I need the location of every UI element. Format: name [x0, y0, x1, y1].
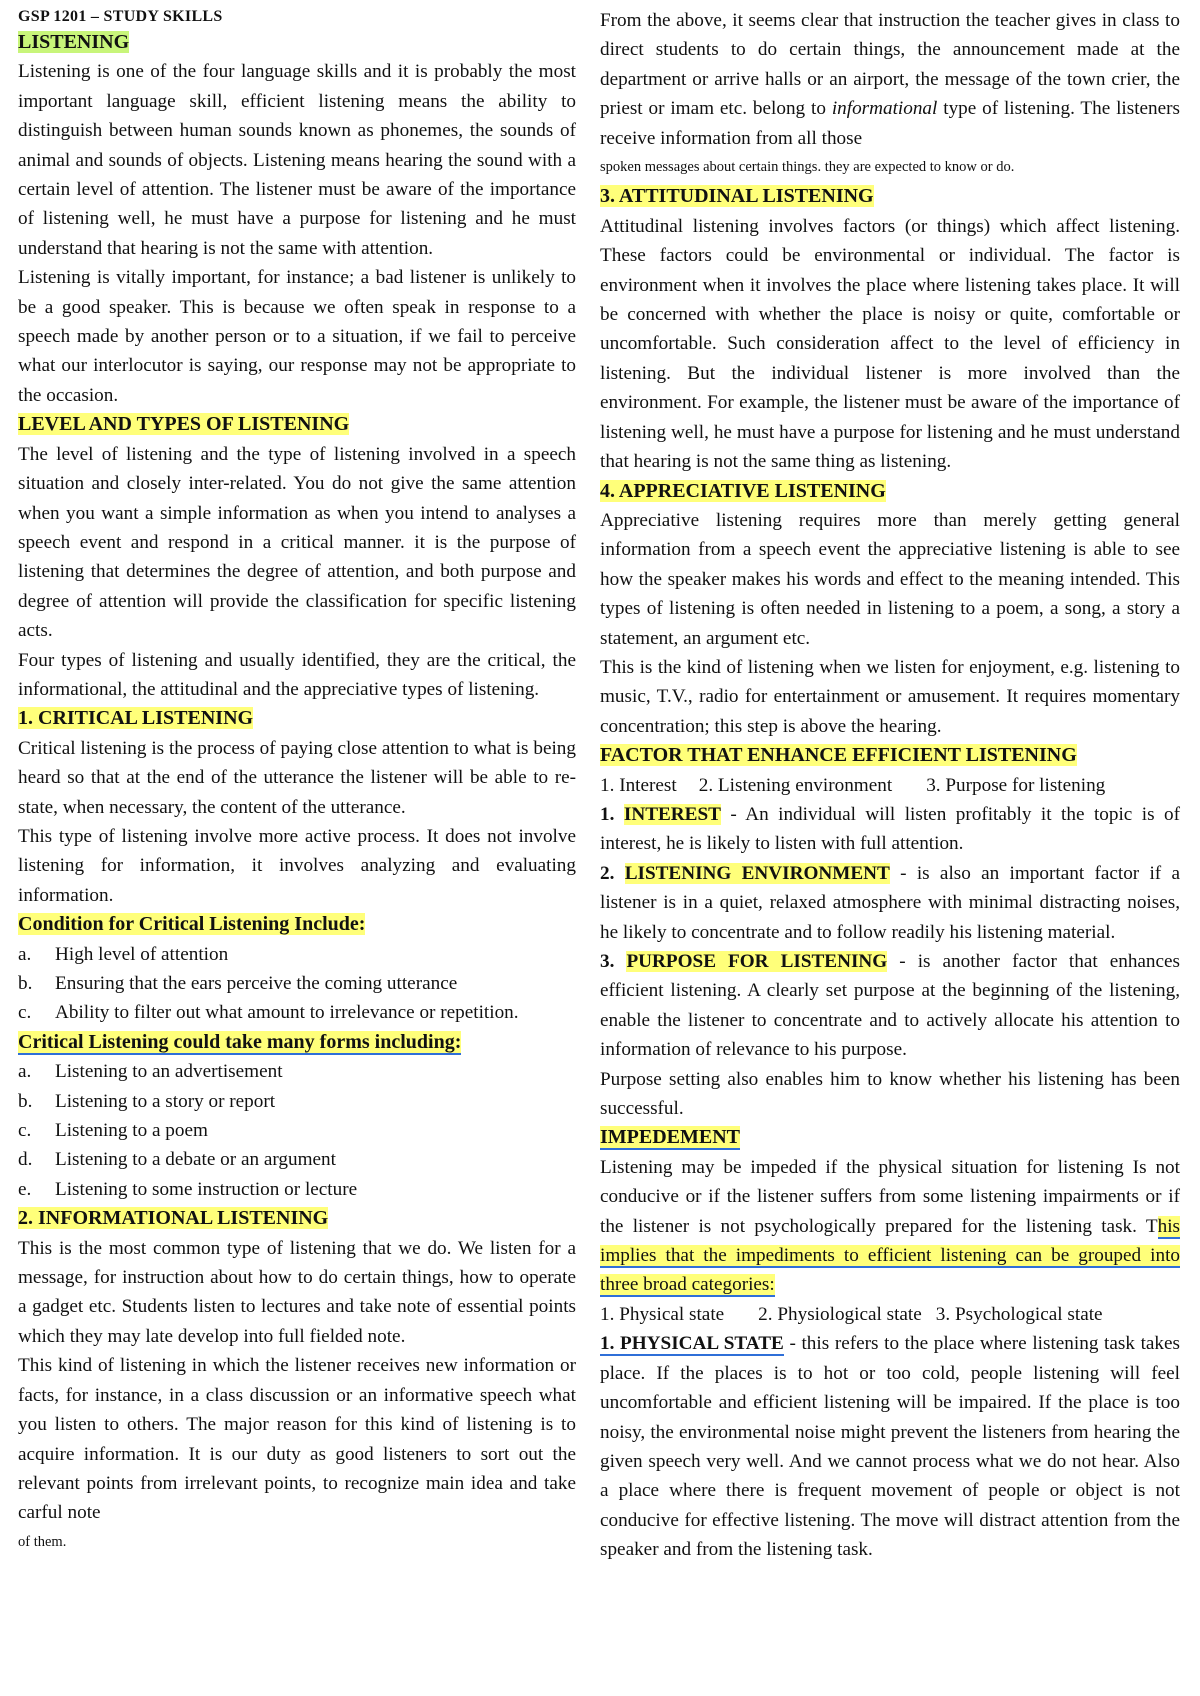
appreciative-listening-heading: 4. APPRECIATIVE LISTENING	[600, 479, 886, 502]
left-column	[18, 6, 576, 1557]
list-item: c. Ability to filter out what amount to irrelevance or repetition.	[18, 1002, 519, 1024]
critical-paragraph-1: Critical listening is the process of paying close attention to what is being heard so that at the end of the utterance the listener will be able to re-state, when necessary, the content of the utterance.	[18, 737, 576, 818]
list-item: a. High level of attention	[18, 943, 229, 965]
levels-paragraph-1: The level of listening and the type of listening involved in a speech situation and closely inter-related. You do not give the same attention when you want a simple information as when you intend to analyses a speech event and respond in a critical manner. it is the purpose of listening that determines the degree of attention, and both purpose and degree of attention will provide the classification for specific listening acts.	[18, 443, 576, 642]
page-title: LISTENING	[18, 31, 130, 53]
list-item: e. Listening to some instruction or lecture	[18, 1178, 358, 1200]
factor-item: 1. Interest	[600, 774, 677, 796]
condition-list	[18, 940, 576, 1028]
levels-paragraph-2: Four types of listening and usually identified, they are the critical, the informational, the attitudinal and the appreciative types of listening.	[18, 649, 576, 700]
factor-item: 3. Purpose for listening	[926, 774, 1106, 796]
forms-heading: Critical Listening could take many forms including:	[18, 1030, 462, 1053]
critical-listening-heading: 1. CRITICAL LISTENING	[18, 707, 254, 730]
physical-state-paragraph: 1. PHYSICAL STATE - this refers to the place where listening task takes place. If the places is to hot or too cold, people listening will feel uncomfortable and efficient listening will be impaired. If the place is too noisy, the environmental noise might prevent the listeners from hearing the given speech very well. And we cannot process what we do not hear. Also a place where there is frequent movement of people or object is not conducive for effective listening. The move will distract attention from the speaker and from the listening task.	[600, 1333, 1181, 1561]
informational-continuation-small: spoken messages about certain things. they are expected to know or do.	[600, 159, 1015, 176]
informational-listening-heading: 2. INFORMATIONAL LISTENING	[18, 1207, 329, 1230]
intro-paragraph-2: Listening is vitally important, for instance; a bad listener is unlikely to be a good speaker. This is because we often speak in response to a speech made by another person or to a situation, if we fail to perceive what our interlocutor is saying, our response may not be appropriate to the occasion.	[18, 267, 576, 406]
appreciative-paragraph-1: Appreciative listening requires more than merely getting general information from a speech event the appreciative listening is able to see how the speaker makes his words and effect to the meaning intended. This types of listening is often needed in listening to a poem, a song, a story a statement, an argument etc.	[600, 509, 1180, 649]
list-item: a. Listening to an advertisement	[18, 1061, 283, 1083]
levels-heading: LEVEL AND TYPES OF LISTENING	[18, 413, 350, 436]
informational-continuation: From the above, it seems clear that instruction the teacher gives in class to direct students to do certain things, the announcement made at the department or arrive halls or an airport, the message of the town crier, the priest or imam etc. belong to informational type of listening. The listeners receive information from all those	[600, 10, 1181, 149]
purpose-paragraph-2: Purpose setting also enables him to know whether his listening has been successful.	[600, 1068, 1180, 1120]
state-item: 1. Physical state	[600, 1303, 725, 1325]
informational-paragraph-2: This kind of listening in which the listener receives new information or facts, for instance, in a class discussion or an informative speech what you listen to others. The major reason for this kind of listening is to acquire information. It is our duty as good listeners to sort out the relevant points from irrelevant points, to recognize main idea and take carful note	[18, 1355, 576, 1524]
informational-tail: of them.	[18, 1533, 67, 1550]
factor-list	[600, 771, 1180, 800]
environment-paragraph: 2. LISTENING ENVIRONMENT - is also an important factor if a listener is in a quiet, relaxed atmosphere with minimal distracting noises, he likely to concentrate and to follow readily his listening material.	[600, 862, 1181, 943]
purpose-paragraph: 3. PURPOSE FOR LISTENING - is another factor that enhances efficient listening. A clearly set purpose at the beginning of the listening, enable the listener to concentrate and to actively allocate his attention to information of relevance to his purpose.	[600, 951, 1181, 1061]
impediment-paragraph: Listening may be impeded if the physical situation for listening Is not conducive or if the listener suffers from some listening impairments or if the listener is not psychologically prepared for the listening task. This implies that the impediments to efficient listening can be grouped into three broad categories:	[600, 1156, 1180, 1296]
condition-heading: Condition for Critical Listening Include:	[18, 913, 366, 936]
right-column	[600, 6, 1180, 1565]
states-list	[600, 1300, 1180, 1329]
list-item: c. Listening to a poem	[18, 1120, 208, 1142]
list-item: d. Listening to a debate or an argument	[18, 1149, 336, 1171]
state-item: 2. Physiological state	[758, 1303, 922, 1325]
factor-heading: FACTOR THAT ENHANCE EFFICIENT LISTENING	[600, 744, 1077, 767]
forms-list	[18, 1057, 576, 1204]
critical-paragraph-2: This type of listening involve more active process. It does not involve listening for information, it involves analyzing and evaluating information.	[18, 825, 576, 906]
course-code: GSP 1201 – STUDY SKILLS	[18, 8, 223, 25]
impediment-heading: IMPEDEMENT	[600, 1126, 740, 1149]
attitudinal-paragraph: Attitudinal listening involves factors (or things) which affect listening. These factors could be environmental or individual. The factor is environment when it involves the place where listening takes place. It will be concerned with whether the place is noisy or quite, comfortable or uncomfortable. Such consideration affect to the level of efficiency in listening. But the individual listener is more involved than the environment. For example, the listener must be aware of the importance of listening well, he must have a purpose for listening and he must understand that hearing is not the same thing as listening.	[600, 215, 1180, 473]
intro-paragraph-1: Listening is one of the four language skills and it is probably the most important language skill, efficient listening means the ability to distinguish between human sounds known as phonemes, the sounds of animal and sounds of objects. Listening means hearing the sound with a certain level of attention. The listener must be aware of the importance of listening well, he must have a purpose for listening and he must understand that hearing is not the same with attention.	[18, 61, 576, 259]
factor-item: 2. Listening environment	[698, 774, 893, 796]
attitudinal-listening-heading: 3. ATTITUDINAL LISTENING	[600, 185, 874, 208]
appreciative-paragraph-2: This is the kind of listening when we listen for enjoyment, e.g. listening to music, T.V., radio for entertainment or amusement. It requires momentary concentration; this step is above the hearing.	[600, 656, 1180, 737]
interest-paragraph: 1. INTEREST - An individual will listen profitably it the topic is of interest, he is likely to listen with full attention.	[600, 803, 1181, 855]
informational-paragraph-1: This is the most common type of listening that we do. We listen for a message, for instruction about how to do certain things, how to operate a gadget etc. Students listen to lectures and take note of essential points which they may late develop into full fielded note.	[18, 1237, 576, 1347]
list-item: b. Listening to a story or report	[18, 1090, 276, 1112]
list-item: b. Ensuring that the ears perceive the coming utterance	[18, 973, 458, 994]
state-item: 3. Psychological state	[935, 1303, 1103, 1325]
